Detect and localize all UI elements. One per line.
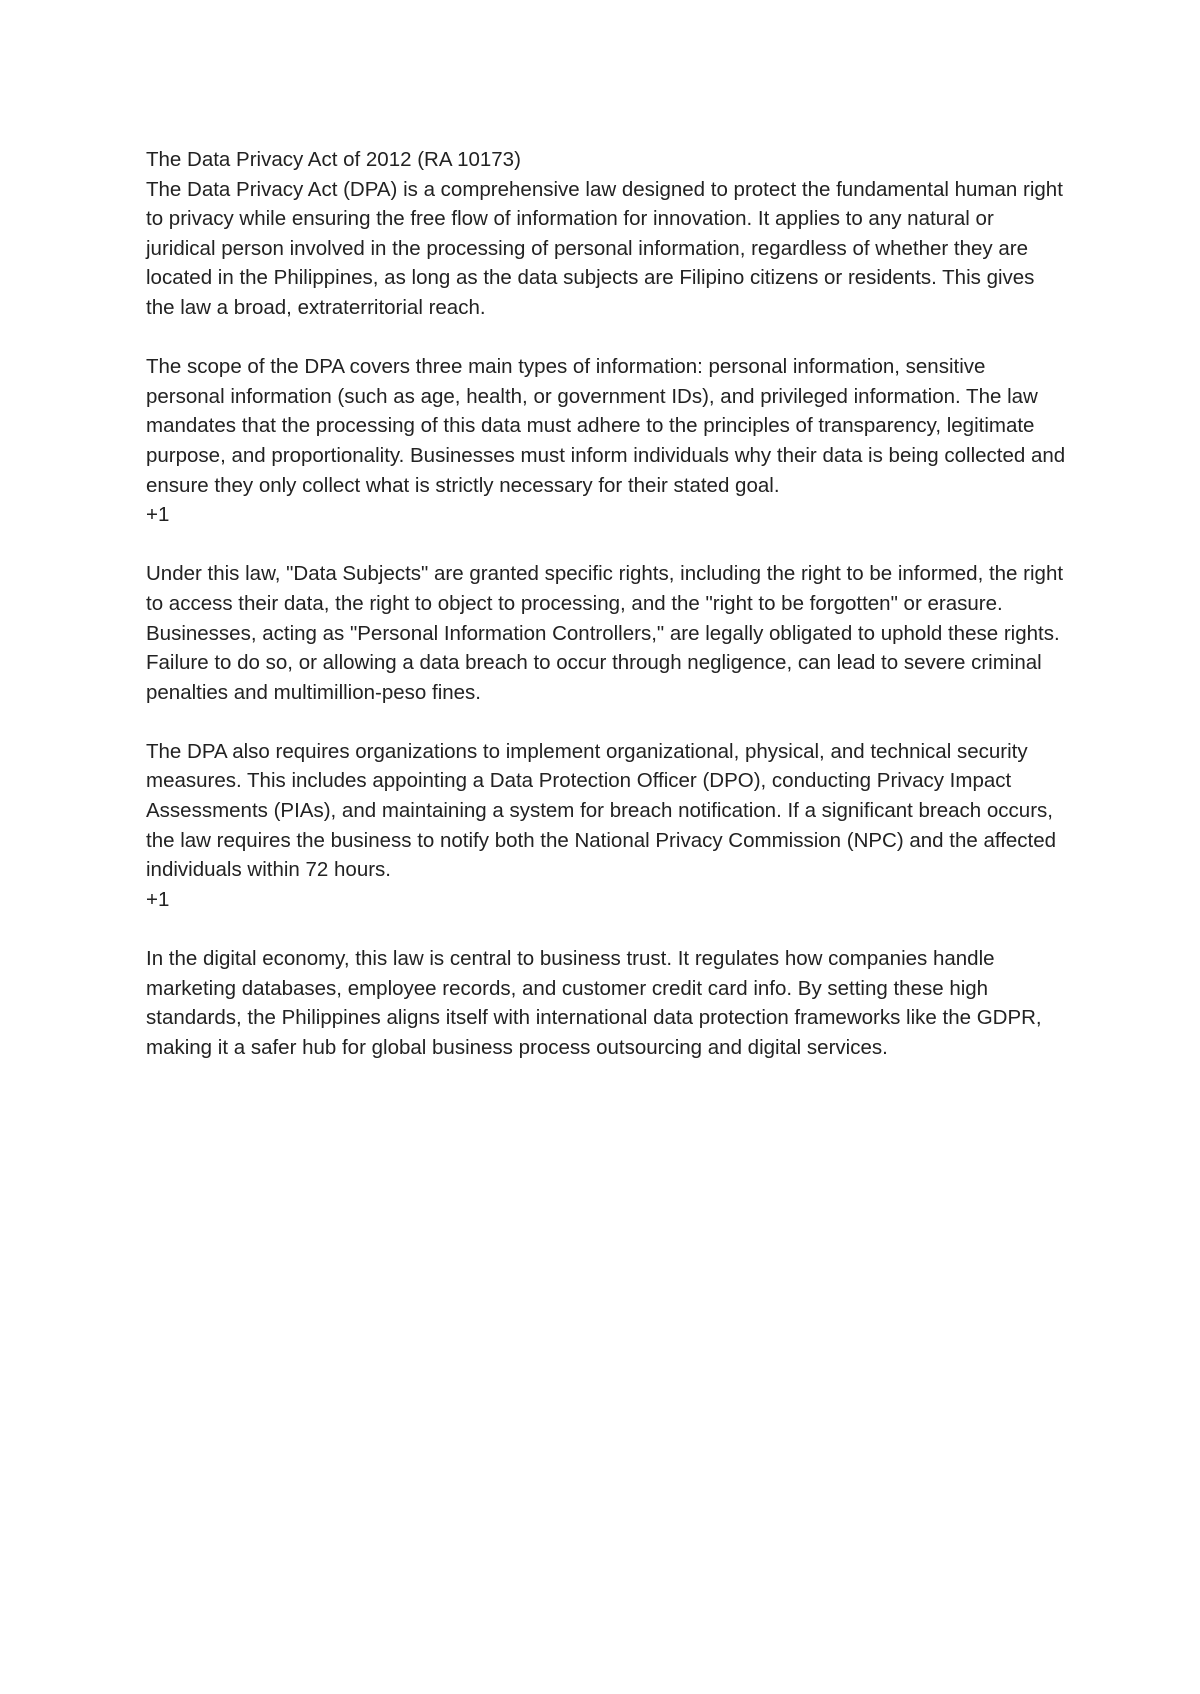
paragraph-rights: Under this law, "Data Subjects" are granted specific rights, including the right to be informed, the right to access their data, the right to object to processing, and the "right to be forgotten" or erasure. Businesses, acting as "Personal Information Controllers," are legally obligated to uphold these rights. Failure to do so, or allowing a data breach to occur through negligence, can lead to severe criminal penalties and multimillion-peso fines. xyxy=(146,562,1064,704)
paragraph-spacer xyxy=(146,323,1066,353)
document-body xyxy=(146,145,1066,1062)
plus-one-marker: +1 xyxy=(146,887,170,911)
plus-one-marker: +1 xyxy=(146,503,170,527)
document-title: The Data Privacy Act of 2012 (RA 10173) xyxy=(146,148,521,171)
paragraph-intro: The Data Privacy Act (DPA) is a comprehensive law designed to protect the fundamental human right to privacy while ensuring the free flow of information for innovation. It applies to any natural or juridical person involved in the processing of personal information, regardless of whether they are located in the Philippines, as long as the data subjects are Filipino citizens or residents. This gives the law a broad, extraterritorial reach. xyxy=(146,177,1063,319)
paragraph-spacer xyxy=(146,707,1066,737)
paragraph-spacer xyxy=(146,914,1066,944)
paragraph-spacer xyxy=(146,530,1066,560)
paragraph-security: The DPA also requires organizations to implement organizational, physical, and technical security measures. This includes appointing a Data Protection Officer (DPO), conducting Privacy Impact Assessments (PIAs), and maintaining a system for breach notification. If a significant breach occurs, the law requires the business to notify both the National Privacy Commission (NPC) and the affected individuals within 72 hours. xyxy=(146,739,1057,882)
paragraph-digital-economy: In the digital economy, this law is central to business trust. It regulates how companies handle marketing databases, employee records, and customer credit card info. By setting these high standards, the Philippines aligns itself with international data protection frameworks like the GDPR, making it a safer hub for global business process outsourcing and digital services. xyxy=(146,947,1042,1059)
paragraph-scope: The scope of the DPA covers three main types of information: personal information, sensitive personal information (such as age, health, or government IDs), and privileged information. The law mandates that the processing of this data must adhere to the principles of transparency, legitimate purpose, and proportionality. Businesses must inform individuals why their data is being collected and ensure they only collect what is strictly necessary for their stated goal. xyxy=(146,355,1066,497)
